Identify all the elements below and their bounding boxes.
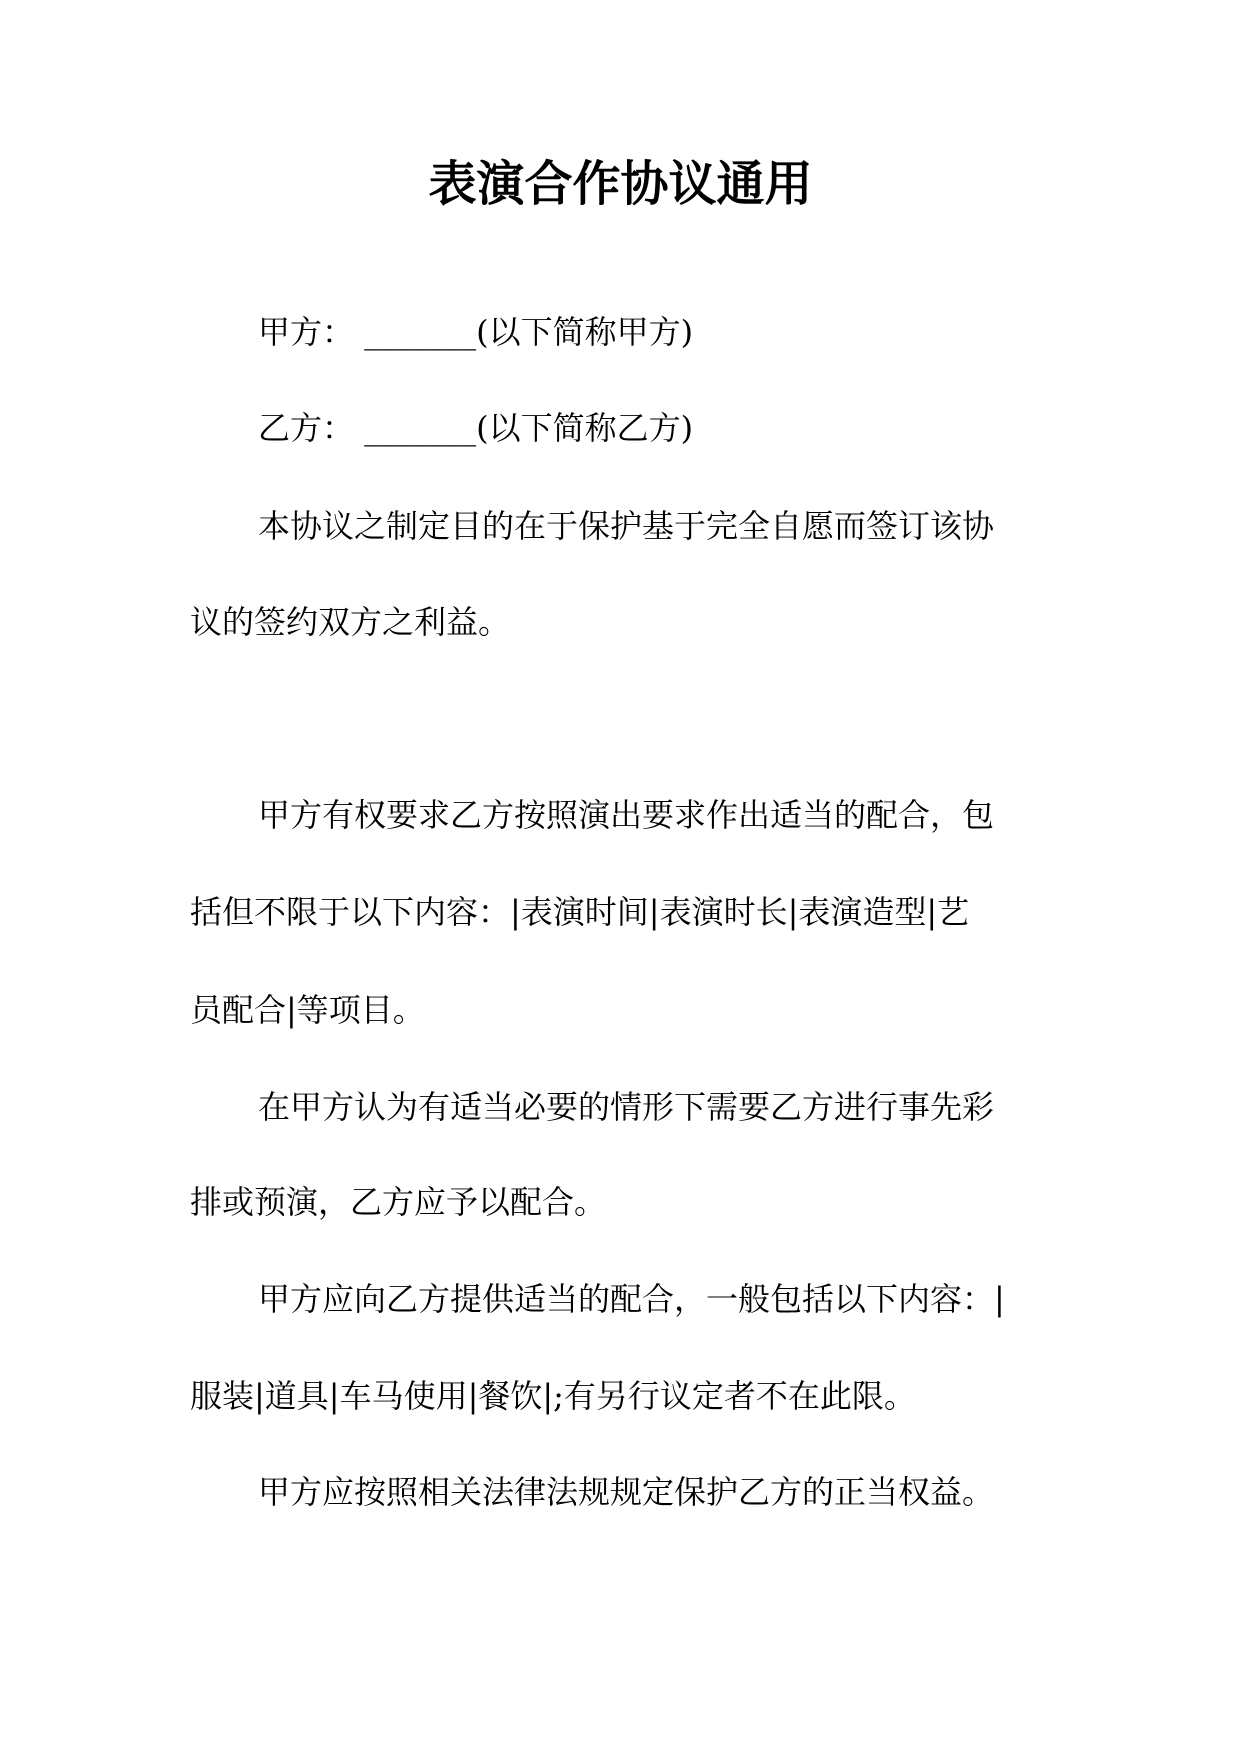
party-b-line: 乙方： _______(以下简称乙方) [258, 409, 694, 447]
paragraph-2-line-2: 括但不限于以下内容：|表演时间|表演时长|表演造型|艺 [190, 893, 970, 931]
paragraph-2-line-3: 员配合|等项目。 [190, 991, 425, 1029]
party-a-line: 甲方： _______(以下简称甲方) [258, 313, 694, 351]
paragraph-4-line-2: 服装|道具|车马使用|餐饮|;有另行议定者不在此限。 [190, 1377, 916, 1415]
paragraph-5-line-1: 甲方应按照相关法律法规规定保护乙方的正当权益。 [258, 1473, 995, 1511]
document-title: 表演合作协议通用 [428, 156, 813, 212]
paragraph-1-line-1: 本协议之制定目的在于保护基于完全自愿而签订该协 [258, 507, 995, 545]
paragraph-4-line-1: 甲方应向乙方提供适当的配合，一般包括以下内容：| [258, 1280, 1005, 1318]
paragraph-2-line-1: 甲方有权要求乙方按照演出要求作出适当的配合，包 [258, 796, 995, 834]
paragraph-3-line-1: 在甲方认为有适当必要的情形下需要乙方进行事先彩 [258, 1088, 995, 1126]
paragraph-3-line-2: 排或预演，乙方应予以配合。 [190, 1183, 607, 1221]
paragraph-1-line-2: 议的签约双方之利益。 [190, 603, 511, 641]
